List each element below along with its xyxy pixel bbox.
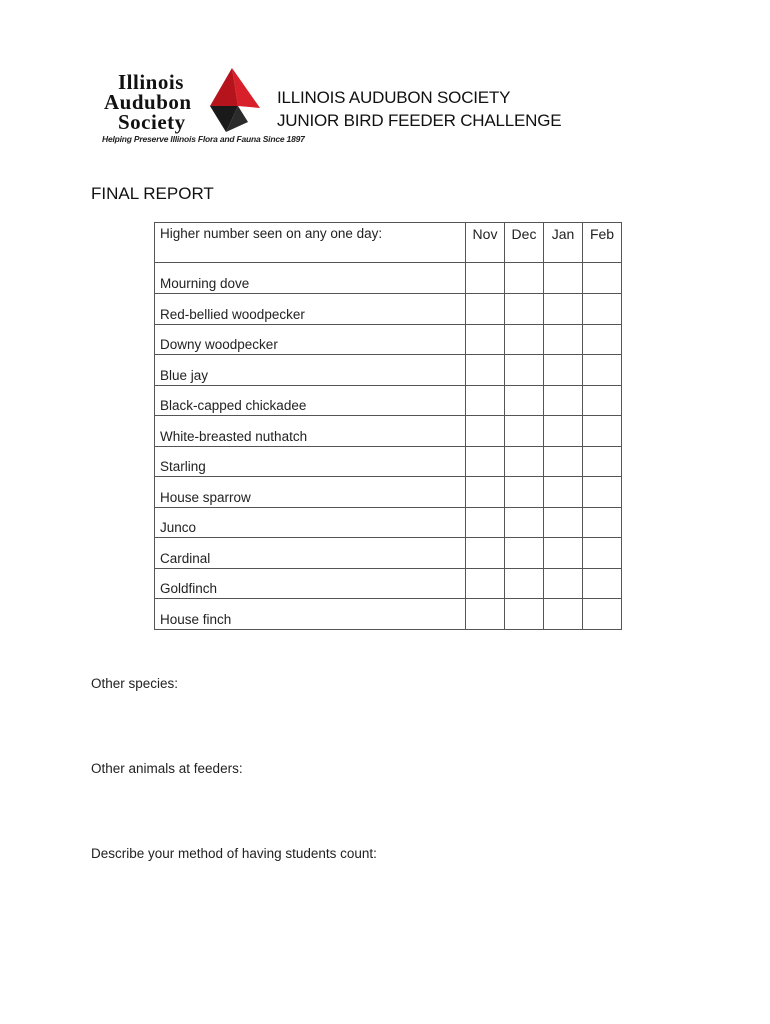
table-header-label: Higher number seen on any one day: [155,223,466,263]
species-label: House sparrow [155,477,466,508]
logo-word-society: Society [118,110,186,134]
bird-count-table [154,222,622,630]
count-cell[interactable] [583,294,622,325]
species-label: Cardinal [155,538,466,569]
table-row [155,599,622,630]
count-cell[interactable] [544,355,583,386]
species-label: Black-capped chickadee [155,385,466,416]
count-cell[interactable] [505,599,544,630]
count-cell[interactable] [583,324,622,355]
count-cell[interactable] [583,599,622,630]
count-cell[interactable] [466,568,505,599]
page-title [277,86,561,132]
count-cell[interactable] [466,385,505,416]
table-row [155,324,622,355]
species-label: Junco [155,507,466,538]
count-cell[interactable] [466,263,505,294]
count-cell[interactable] [583,538,622,569]
count-cell[interactable] [505,355,544,386]
month-header-nov: Nov [466,223,505,263]
month-header-feb: Feb [583,223,622,263]
count-cell[interactable] [466,355,505,386]
other-animals-label: Other animals at feeders: [91,761,243,776]
table-row [155,263,622,294]
table-row [155,416,622,447]
species-label: Mourning dove [155,263,466,294]
month-header-dec: Dec [505,223,544,263]
count-cell[interactable] [583,385,622,416]
species-label: Blue jay [155,355,466,386]
count-cell[interactable] [544,385,583,416]
count-cell[interactable] [466,477,505,508]
count-cell[interactable] [505,385,544,416]
count-cell[interactable] [505,538,544,569]
count-cell[interactable] [583,477,622,508]
count-cell[interactable] [505,446,544,477]
table-row [155,385,622,416]
table-row [155,568,622,599]
table-row [155,477,622,508]
count-cell[interactable] [583,355,622,386]
count-cell[interactable] [544,446,583,477]
count-cell[interactable] [544,477,583,508]
other-species-label: Other species: [91,676,179,691]
count-cell[interactable] [466,446,505,477]
count-cell[interactable] [505,416,544,447]
count-cell[interactable] [505,477,544,508]
count-cell[interactable] [544,294,583,325]
logo-word-illinois: Illinois [118,70,184,94]
count-cell[interactable] [505,568,544,599]
count-cell[interactable] [583,507,622,538]
table-row [155,507,622,538]
count-cell[interactable] [544,507,583,538]
count-cell[interactable] [466,416,505,447]
final-report-heading: FINAL REPORT [91,184,214,203]
count-cell[interactable] [466,599,505,630]
table-header-row [155,223,622,263]
logo-word-audubon: Audubon [104,90,192,114]
title-line-1: ILLINOIS AUDUBON SOCIETY [277,88,511,107]
illinois-audubon-logo [98,66,305,146]
species-label: Downy woodpecker [155,324,466,355]
count-cell[interactable] [466,294,505,325]
count-cell[interactable] [544,538,583,569]
count-cell[interactable] [505,507,544,538]
count-cell[interactable] [583,263,622,294]
table-row [155,355,622,386]
count-cell[interactable] [583,568,622,599]
title-line-2: JUNIOR BIRD FEEDER CHALLENGE [277,111,562,130]
table-row [155,446,622,477]
count-cell[interactable] [583,416,622,447]
count-cell[interactable] [544,416,583,447]
month-header-jan: Jan [544,223,583,263]
table-row [155,294,622,325]
species-label: Goldfinch [155,568,466,599]
count-cell[interactable] [544,324,583,355]
count-cell[interactable] [505,294,544,325]
species-label: Red-bellied woodpecker [155,294,466,325]
count-cell[interactable] [544,568,583,599]
logo-tagline: Helping Preserve Illinois Flora and Fauna Since 1897 [102,134,305,144]
species-label: Starling [155,446,466,477]
count-cell[interactable] [544,263,583,294]
table-row [155,538,622,569]
count-cell[interactable] [505,263,544,294]
count-cell[interactable] [544,599,583,630]
count-cell[interactable] [505,324,544,355]
count-cell[interactable] [466,324,505,355]
count-cell[interactable] [466,538,505,569]
species-label: White-breasted nuthatch [155,416,466,447]
count-cell[interactable] [583,446,622,477]
count-cell[interactable] [466,507,505,538]
species-label: House finch [155,599,466,630]
counting-method-label: Describe your method of having students count: [91,846,377,861]
